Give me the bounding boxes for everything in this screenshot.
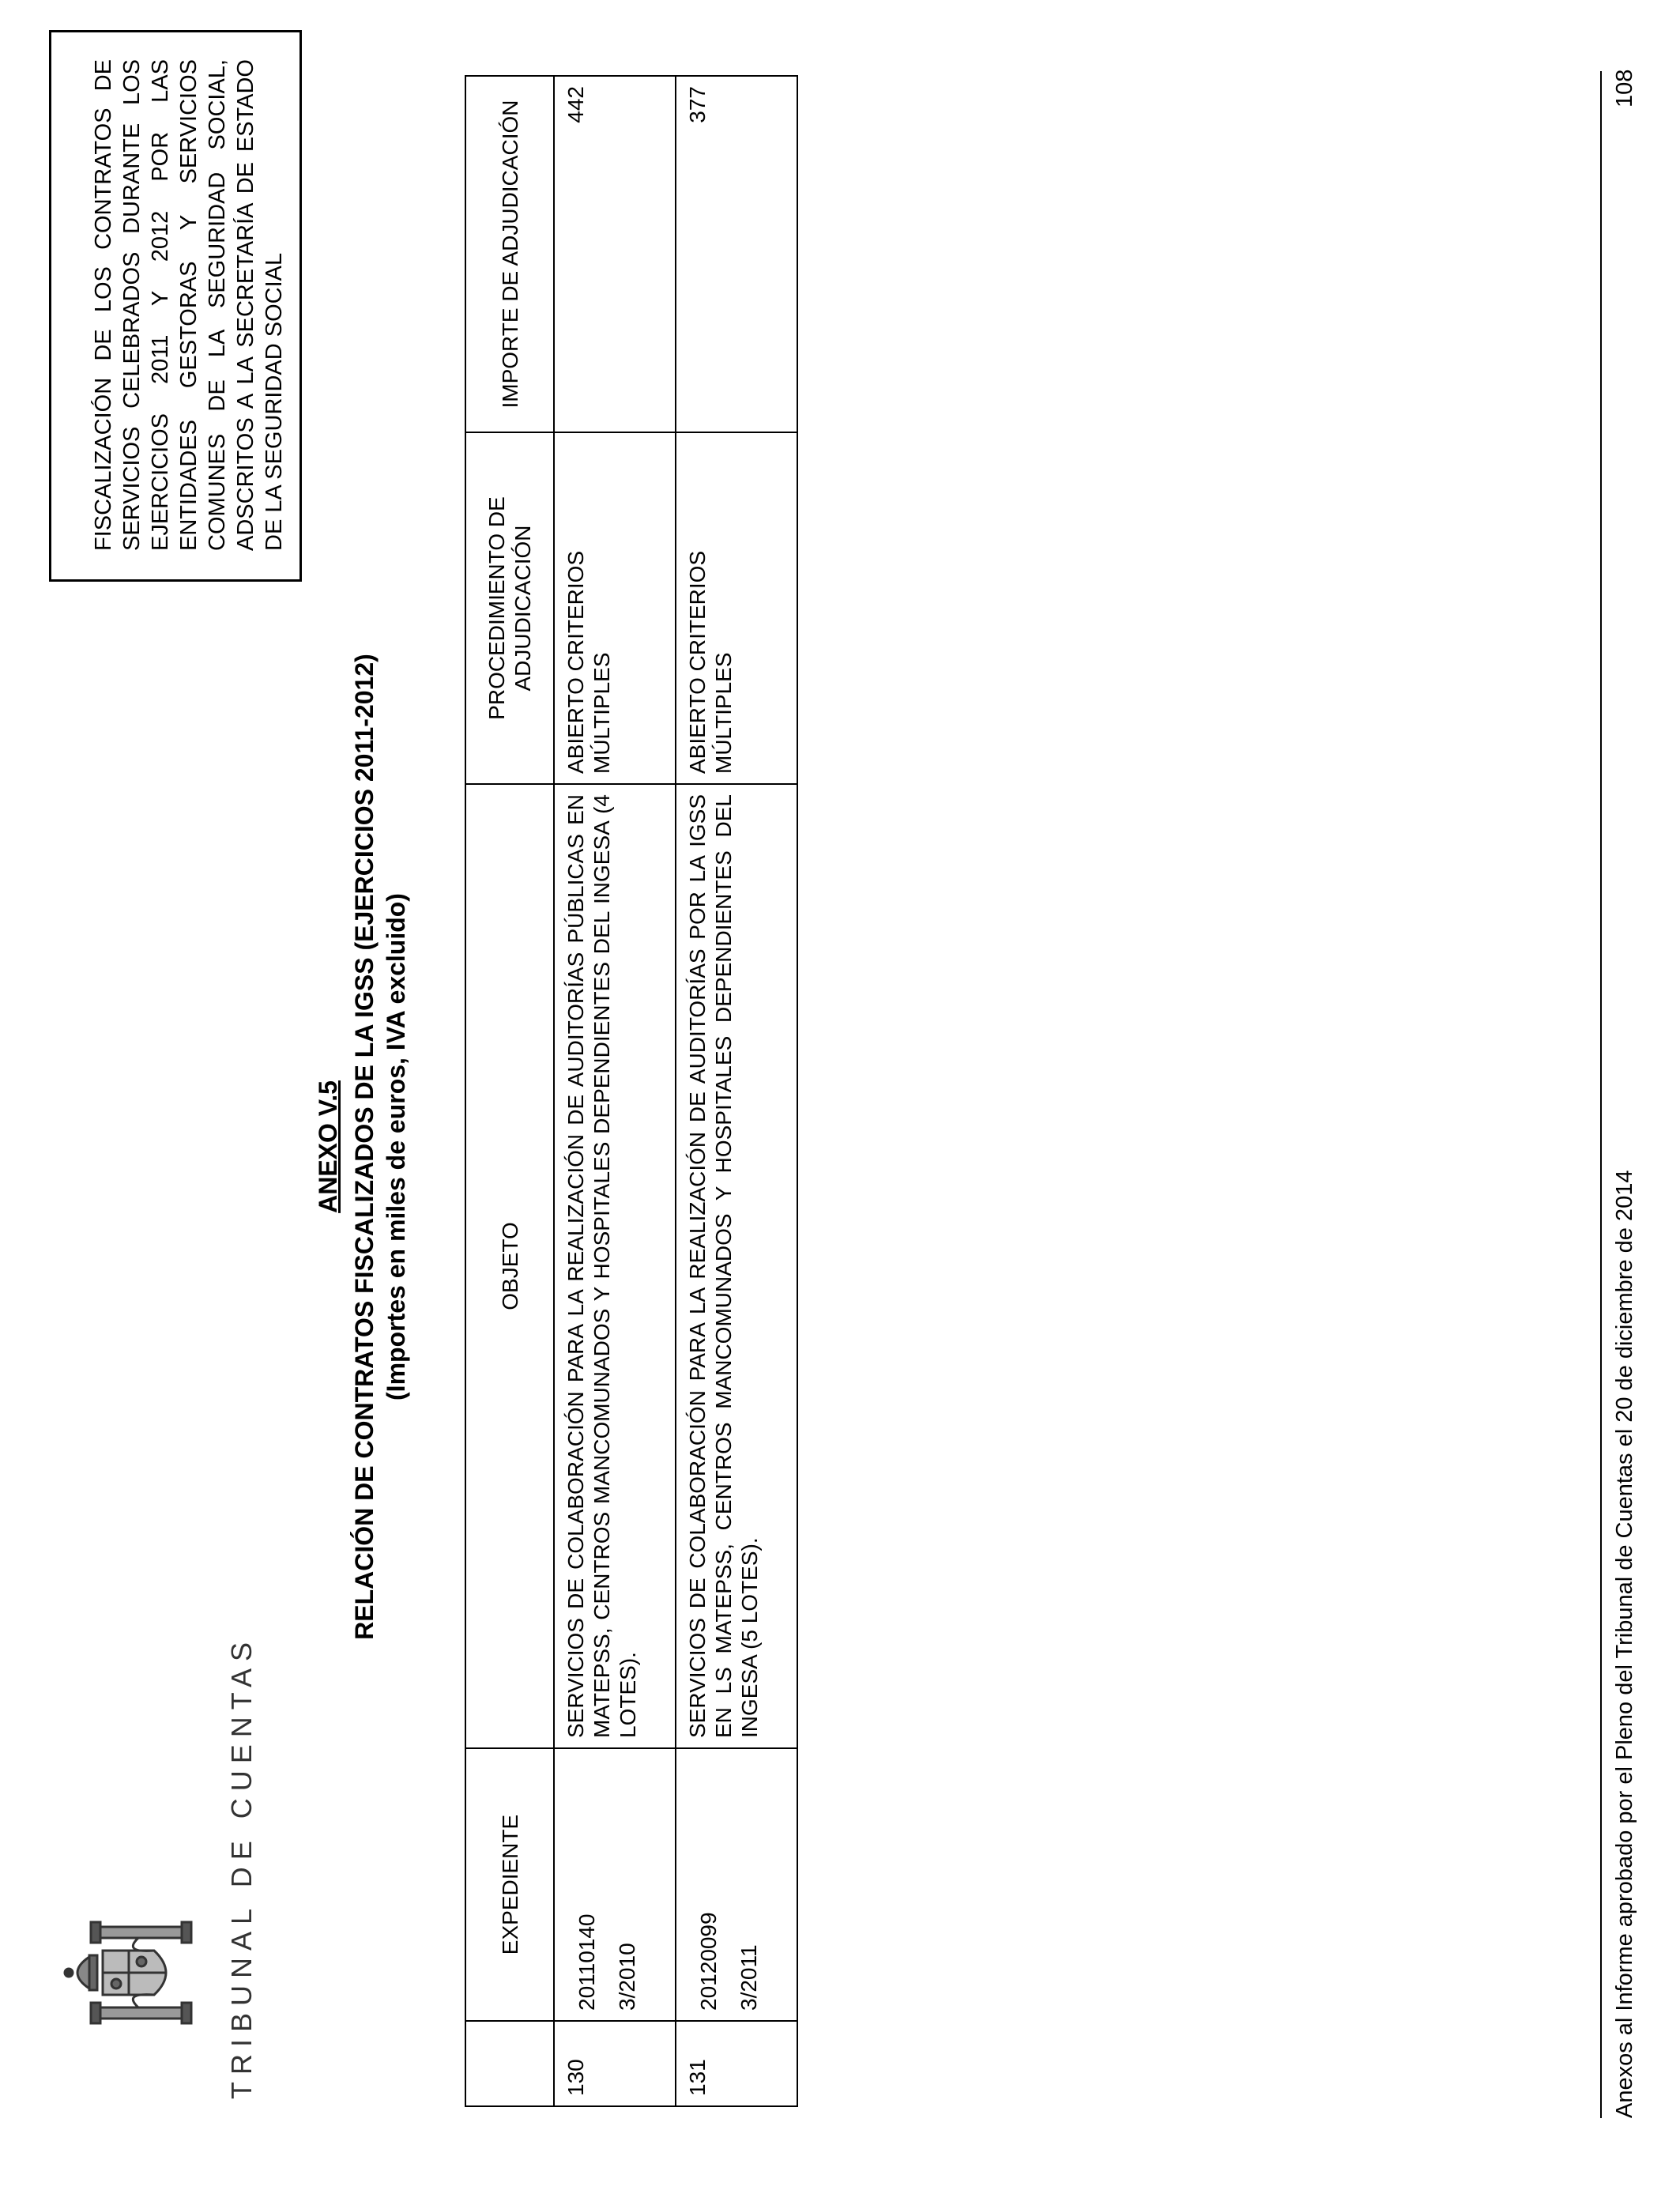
objeto-cell: SERVICIOS DE COLABORACIÓN PARA LA REALIZACIÓN DE AUDITORÍAS POR LA IGSS EN LS MATEPSS, CENTROS MANCOMUNADOS Y HOSPITALES DEPENDIENTES DEL INGESA (5 LOTES). bbox=[676, 784, 797, 1748]
table-header-row bbox=[465, 76, 554, 2106]
objeto-cell: SERVICIOS DE COLABORACIÓN PARA LA REALIZACIÓN DE AUDITORÍAS PÚBLICAS EN MATEPSS, CENTROS MANCOMUNADOS Y HOSPITALES DEPENDIENTES DEL INGESA (4 LOTES). bbox=[554, 784, 676, 1748]
procedimiento-cell: ABIERTO CRITERIOS MÚLTIPLES bbox=[554, 432, 676, 784]
header-number bbox=[465, 2021, 554, 2106]
expediente-cell bbox=[554, 1748, 676, 2021]
header-importe: IMPORTE DE ADJUDICACIÓN bbox=[465, 76, 554, 432]
expediente-ref: 3/2011 bbox=[736, 1944, 761, 2011]
contracts-table bbox=[465, 75, 798, 2107]
expediente-id: 20120099 bbox=[696, 1912, 721, 2011]
importe-cell: 442 bbox=[554, 76, 676, 432]
footer-divider bbox=[1600, 71, 1602, 2118]
header-objeto: OBJETO bbox=[465, 784, 554, 1748]
expediente-id: 20110140 bbox=[574, 1913, 599, 2011]
expediente-cell bbox=[676, 1748, 797, 2021]
row-number: 130 bbox=[554, 2021, 676, 2106]
report-header-box bbox=[49, 30, 302, 582]
report-header-text: FISCALIZACIÓN DE LOS CONTRATOS DE SERVICIOS CELEBRADOS DURANTE LOS EJERCICIOS 2011 Y 2012 POR LAS ENTIDADES GESTORAS Y SERVICIOS COMUNES DE LA SEGURIDAD SOCIAL, ADSCRITOS A LA SECRETARÍA DE ESTADO DE LA SEGURIDAD SOCIAL bbox=[91, 59, 287, 551]
table-row bbox=[676, 76, 797, 2106]
annex-title: ANEXO V.5 bbox=[314, 1080, 342, 1213]
organization-name: TRIBUNAL DE CUENTAS bbox=[225, 1634, 258, 2099]
header-procedimiento: PROCEDIMIENTO DE ADJUDICACIÓN bbox=[465, 432, 554, 784]
page-number: 108 bbox=[1612, 69, 1637, 107]
subtitle: (Importes en miles de euros, IVA excluido) bbox=[382, 893, 410, 1400]
coat-of-arms-icon bbox=[59, 1917, 209, 2028]
table-row bbox=[554, 76, 676, 2106]
footer-text: Anexos al Informe aprobado por el Pleno del Tribunal de Cuentas el 20 de diciembre de 2014 bbox=[1612, 1170, 1637, 2118]
procedimiento-cell: ABIERTO CRITERIOS MÚLTIPLES bbox=[676, 432, 797, 784]
expediente-ref: 3/2010 bbox=[615, 1943, 639, 2011]
main-title: RELACIÓN DE CONTRATOS FISCALIZADOS DE LA IGSS (EJERCICIOS 2011-2012) bbox=[350, 654, 379, 1640]
title-block bbox=[312, 574, 412, 1720]
header-expediente: EXPEDIENTE bbox=[465, 1748, 554, 2021]
importe-cell: 377 bbox=[676, 76, 797, 432]
row-number: 131 bbox=[676, 2021, 797, 2106]
